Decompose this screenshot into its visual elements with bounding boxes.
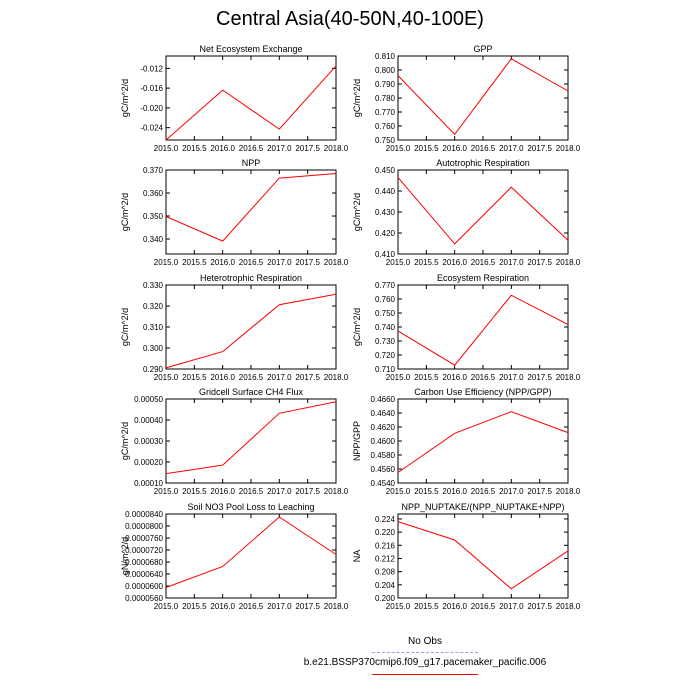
panel-3-xtick-label: 2015.5	[182, 258, 207, 267]
panel-9-xtick-label: 2015.5	[182, 602, 207, 611]
panel-7-xtick-label: 2015.5	[182, 487, 207, 496]
panel-7-ytick-label: 0.00010	[134, 479, 163, 488]
panel-5-series-line	[166, 294, 336, 368]
panel-3-series-line	[166, 174, 336, 242]
panel-3-ytick-label: 0.350	[142, 212, 163, 222]
panel-1-ytick-label: -0.020	[140, 103, 163, 113]
panel-8-series-line	[398, 412, 568, 473]
panel-1-xtick-label: 2015.0	[153, 144, 179, 153]
panel-5-ytick-label: 0.330	[142, 281, 163, 290]
panel-10-series-line	[398, 522, 568, 589]
panel-6-ytick-label: 0.730	[374, 337, 395, 346]
panel-2-ytick-label: 0.810	[374, 52, 395, 61]
panel-1-xtick-label: 2016.5	[238, 144, 264, 153]
panel-8-ytick-label: 0.4660	[370, 395, 395, 404]
panel-4-title: Autotrophic Respiration	[436, 158, 530, 168]
panel-1-title: Net Ecosystem Exchange	[199, 44, 303, 54]
panel-2-frame	[398, 56, 568, 140]
panel-5-ylabel: gC/m^2/d	[120, 307, 130, 347]
panel-6-ylabel: gC/m^2/d	[352, 307, 362, 347]
panel-10-xtick-label: 2016.5	[470, 602, 496, 611]
panel-4-ylabel: gC/m^2/d	[352, 192, 362, 232]
panel-7-frame	[166, 399, 336, 483]
panel-5-xtick-label: 2015.0	[153, 373, 179, 382]
panel-10-ytick-label: 0.208	[374, 567, 395, 577]
panel-1-ytick-label: -0.016	[140, 84, 163, 94]
panel-5-ytick-label: 0.310	[142, 323, 163, 332]
panel-1-ylabel: gC/m^2/d	[120, 78, 130, 118]
panel-1-xtick-label: 2018.0	[323, 144, 349, 153]
panel-9-ytick-label: 0.0000680	[125, 558, 163, 567]
panel-3-xtick-label: 2016.0	[210, 258, 235, 267]
panel-6-ytick-label: 0.740	[374, 323, 395, 332]
panel-10-xtick-label: 2017.5	[527, 602, 552, 611]
panel-4-series-line	[398, 177, 568, 244]
panel-4-xtick-label: 2015.0	[385, 258, 411, 267]
panel-9-xtick-label: 2015.0	[153, 602, 179, 611]
panel-8-ytick-label: 0.4620	[370, 423, 395, 432]
panel-9-xtick-label: 2017.0	[267, 602, 292, 611]
panel-7-title: Gridcell Surface CH4 Flux	[198, 387, 304, 397]
panel-6-title: Ecosystem Respiration	[436, 273, 530, 283]
figure-title: Central Asia(40-50N,40-100E)	[216, 8, 484, 30]
panel-4-xtick-label: 2018.0	[555, 258, 581, 267]
panel-4-ytick-label: 0.420	[374, 229, 395, 238]
panel-3-xtick-label: 2016.5	[238, 258, 264, 267]
panel-10-xtick-label: 2017.0	[499, 602, 524, 611]
panel-1-ytick-label: -0.024	[140, 123, 163, 133]
panel-1-ytick-label: -0.012	[140, 64, 163, 74]
panel-10-ytick-label: 0.220	[374, 528, 395, 538]
panel-2-xtick-label: 2015.0	[385, 144, 411, 153]
panel-8-title: Carbon Use Efficiency (NPP/GPP)	[414, 387, 552, 397]
panel-7-xtick-label: 2018.0	[323, 487, 349, 496]
panel-4-ytick-label: 0.430	[374, 208, 395, 217]
panel-2-xtick-label: 2016.5	[470, 144, 496, 153]
panel-7-series-line	[166, 402, 336, 474]
panel-7-xtick-label: 2016.5	[238, 487, 264, 496]
panel-4-xtick-label: 2016.5	[470, 258, 496, 267]
panel-1-xtick-label: 2017.0	[267, 144, 292, 153]
panel-5-ytick-label: 0.320	[142, 302, 163, 311]
panel-5-xtick-label: 2018.0	[323, 373, 349, 382]
panel-2-ytick-label: 0.780	[374, 94, 395, 103]
panel-5-ytick-label: 0.290	[142, 365, 163, 374]
panel-5-title: Heterotrophic Respiration	[199, 273, 303, 283]
panel-3-xtick-label: 2017.5	[295, 258, 320, 267]
panel-10-xtick-label: 2018.0	[555, 602, 581, 611]
panel-4-xtick-label: 2016.0	[442, 258, 467, 267]
panel-9-xtick-label: 2017.5	[295, 602, 320, 611]
panel-2-ytick-label: 0.790	[374, 80, 395, 89]
panel-3-ylabel: gC/m^2/d	[120, 192, 130, 232]
panel-1-series-line	[166, 66, 336, 140]
panel-5-xtick-label: 2016.0	[210, 373, 235, 382]
panel-3-ytick-label: 0.360	[142, 189, 163, 199]
panel-1-frame	[166, 56, 336, 140]
panel-7-ytick-label: 0.00040	[134, 416, 163, 425]
panel-3-xtick-label: 2015.0	[153, 258, 179, 267]
panel-4-xtick-label: 2015.5	[414, 258, 439, 267]
panel-7-xtick-label: 2016.0	[210, 487, 235, 496]
panel-8-ylabel: NPP/GPP	[352, 420, 362, 462]
panel-2-xtick-label: 2017.5	[527, 144, 552, 153]
panel-5-xtick-label: 2017.0	[267, 373, 292, 382]
panel-2-series-line	[398, 59, 568, 135]
panel-7-ytick-label: 0.00020	[134, 458, 163, 467]
panel-8-xtick-label: 2017.0	[499, 487, 524, 496]
panel-7-xtick-label: 2017.0	[267, 487, 292, 496]
panel-4-ytick-label: 0.450	[374, 166, 395, 175]
panel-10-ylabel: NA	[352, 549, 362, 563]
panel-6-xtick-label: 2016.5	[470, 373, 496, 382]
panel-9-title: Soil NO3 Pool Loss to Leaching	[187, 502, 315, 512]
panel-5-xtick-label: 2016.5	[238, 373, 264, 382]
panel-2-xtick-label: 2018.0	[555, 144, 581, 153]
panel-10-title: NPP_NUPTAKE/(NPP_NUPTAKE+NPP)	[401, 502, 565, 512]
panel-4-ytick-label: 0.440	[374, 187, 395, 196]
panel-10-ytick-label: 0.216	[374, 541, 395, 551]
panel-8-xtick-label: 2017.5	[527, 487, 552, 496]
legend-line-no-obs	[372, 652, 478, 653]
panel-8-ytick-label: 0.4600	[370, 437, 395, 446]
panel-5-ytick-label: 0.300	[142, 344, 163, 353]
panel-9-ytick-label: 0.0000720	[125, 546, 163, 555]
panel-10-ytick-label: 0.212	[374, 554, 395, 564]
panel-8-ytick-label: 0.4560	[370, 465, 395, 474]
panel-4-xtick-label: 2017.0	[499, 258, 524, 267]
panel-8-xtick-label: 2018.0	[555, 487, 581, 496]
panel-9-xtick-label: 2016.5	[238, 602, 264, 611]
panel-9-xtick-label: 2016.0	[210, 602, 235, 611]
panel-6-xtick-label: 2015.0	[385, 373, 411, 382]
panel-9-ytick-label: 0.0000800	[125, 522, 163, 531]
panel-2-title: GPP	[473, 44, 493, 54]
panel-2-ytick-label: 0.800	[374, 66, 395, 75]
panel-7-xtick-label: 2015.0	[153, 487, 179, 496]
panel-3-xtick-label: 2018.0	[323, 258, 349, 267]
panel-9-frame	[166, 514, 336, 598]
panel-9-ytick-label: 0.0000640	[125, 570, 163, 579]
panel-7-ylabel: gC/m^2/d	[120, 421, 130, 461]
legend-line-series	[372, 674, 478, 675]
panel-3-ytick-label: 0.370	[142, 166, 163, 175]
panel-9-ytick-label: 0.0000840	[125, 510, 163, 519]
panel-2-ytick-label: 0.770	[374, 108, 395, 117]
panel-8-xtick-label: 2015.5	[414, 487, 439, 496]
panel-8-xtick-label: 2016.0	[442, 487, 467, 496]
panel-4-frame	[398, 170, 568, 254]
panel-8-ytick-label: 0.4540	[370, 479, 395, 488]
legend-label-series: b.e21.BSSP370cmip6.f09_g17.pacemaker_pacific.006	[303, 657, 547, 668]
panel-9-xtick-label: 2018.0	[323, 602, 349, 611]
panel-3-frame	[166, 170, 336, 254]
panel-2-xtick-label: 2017.0	[499, 144, 524, 153]
panel-7-ytick-label: 0.00030	[134, 437, 163, 446]
panel-5-xtick-label: 2015.5	[182, 373, 207, 382]
panel-6-frame	[398, 285, 568, 369]
panel-2-ytick-label: 0.750	[374, 136, 395, 145]
panel-8-ytick-label: 0.4640	[370, 409, 395, 418]
panel-9-ytick-label: 0.0000560	[125, 594, 163, 603]
panel-6-xtick-label: 2017.0	[499, 373, 524, 382]
panel-9-ytick-label: 0.0000760	[125, 534, 163, 543]
panel-10-xtick-label: 2015.0	[385, 602, 411, 611]
panel-10-frame	[398, 514, 568, 598]
panel-1-xtick-label: 2015.5	[182, 144, 207, 153]
panel-3-xtick-label: 2017.0	[267, 258, 292, 267]
panel-8-ytick-label: 0.4580	[370, 451, 395, 460]
panel-6-xtick-label: 2015.5	[414, 373, 439, 382]
legend-label-no-obs: No Obs	[408, 636, 442, 647]
panel-6-ytick-label: 0.770	[374, 281, 395, 290]
panel-2-xtick-label: 2016.0	[442, 144, 467, 153]
panel-1-xtick-label: 2016.0	[210, 144, 235, 153]
panel-8-xtick-label: 2015.0	[385, 487, 411, 496]
panel-6-series-line	[398, 295, 568, 365]
panel-10-ytick-label: 0.200	[374, 594, 395, 603]
panel-9-ytick-label: 0.0000600	[125, 582, 163, 591]
panel-6-xtick-label: 2016.0	[442, 373, 467, 382]
panel-6-xtick-label: 2018.0	[555, 373, 581, 382]
panel-2-ytick-label: 0.760	[374, 122, 395, 131]
panel-10-ytick-label: 0.204	[374, 580, 395, 590]
panel-9-series-line	[166, 517, 336, 588]
panel-5-xtick-label: 2017.5	[295, 373, 320, 382]
panel-5-frame	[166, 285, 336, 369]
panel-9-ylabel: gN/m^2/d	[120, 536, 130, 576]
panel-6-ytick-label: 0.750	[374, 309, 395, 318]
panel-10-ytick-label: 0.224	[374, 514, 395, 524]
panel-8-frame	[398, 399, 568, 483]
panel-2-xtick-label: 2015.5	[414, 144, 439, 153]
panel-2-ylabel: gC/m^2/d	[352, 78, 362, 118]
panel-4-ytick-label: 0.410	[374, 250, 395, 259]
panel-6-ytick-label: 0.720	[374, 351, 395, 360]
panel-4-xtick-label: 2017.5	[527, 258, 552, 267]
panel-10-xtick-label: 2016.0	[442, 602, 467, 611]
panel-10-xtick-label: 2015.5	[414, 602, 439, 611]
panel-8-xtick-label: 2016.5	[470, 487, 496, 496]
panel-7-xtick-label: 2017.5	[295, 487, 320, 496]
panel-6-ytick-label: 0.760	[374, 295, 395, 304]
panel-1-xtick-label: 2017.5	[295, 144, 320, 153]
panel-3-ytick-label: 0.340	[142, 235, 163, 245]
panel-6-ytick-label: 0.710	[374, 365, 395, 374]
panel-3-title: NPP	[241, 158, 261, 168]
panel-7-ytick-label: 0.00050	[134, 395, 163, 404]
panel-6-xtick-label: 2017.5	[527, 373, 552, 382]
